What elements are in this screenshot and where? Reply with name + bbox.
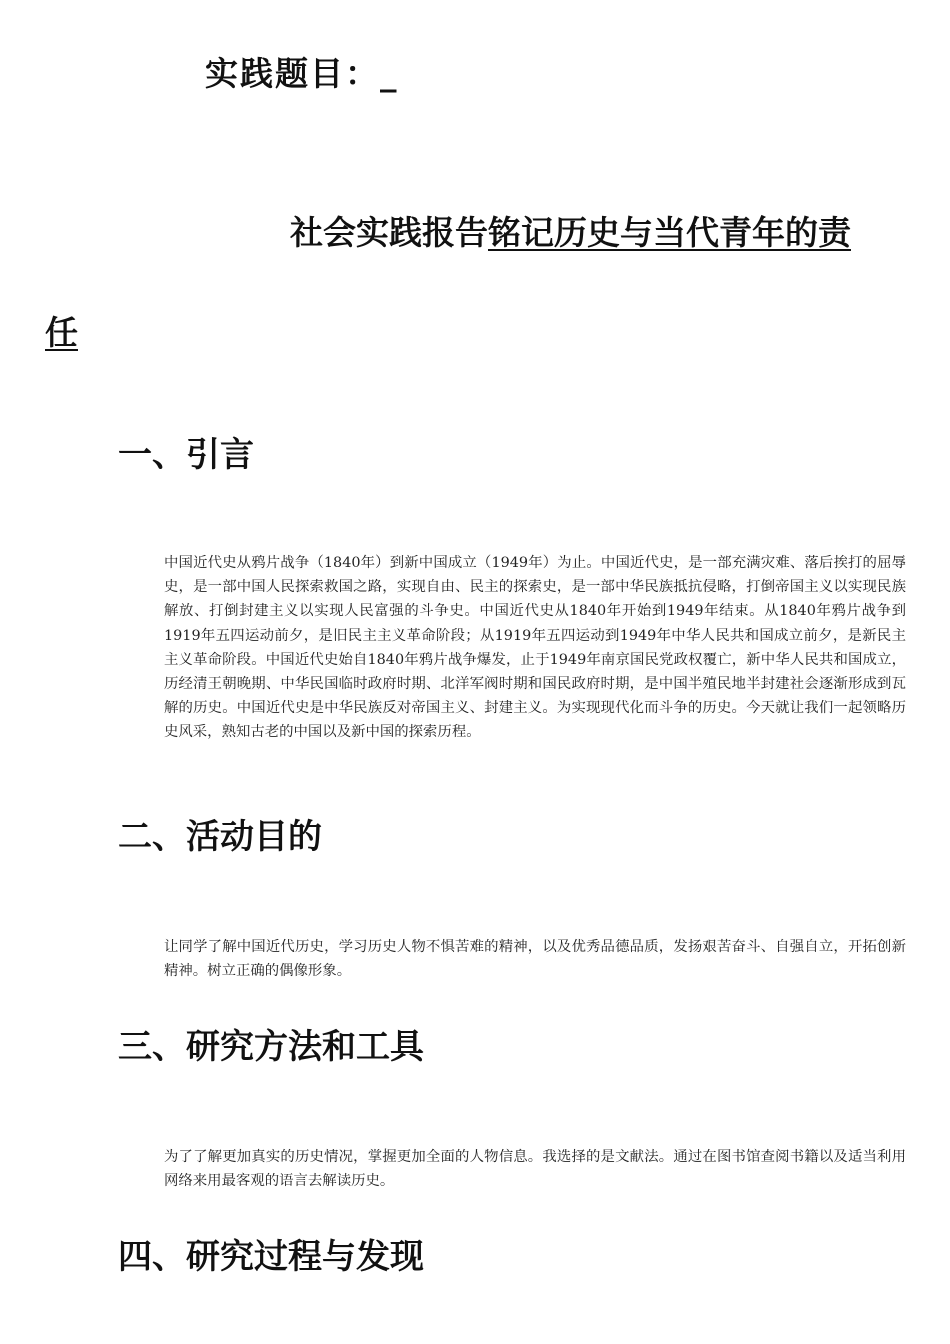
section-heading-methods: 三、研究方法和工具 xyxy=(118,1027,424,1067)
title-prefix: 社会实践报告 xyxy=(290,213,488,252)
section-heading-process: 四、研究过程与发现 xyxy=(118,1237,424,1277)
report-title xyxy=(290,208,851,258)
topic-label: 实践题目：_ xyxy=(205,54,399,93)
title-underlined-part-1: 铭记历史与当代青年的责 xyxy=(488,213,851,252)
section-heading-introduction: 一、引言 xyxy=(118,435,254,475)
report-title-continued xyxy=(45,308,78,358)
section-body-introduction: 中国近代史从鸦片战争（1840年）到新中国成立（1949年）为止。中国近代史，是一部充满灾难、落后挨打的屈辱史，是一部中国人民探索救国之路，实现自由、民主的探索史，是一部中华民族抵抗侵略，打倒帝国主义以实现民族解放、打倒封建主义以实现人民富强的斗争史。中国近代史从1840年开始到1949年结束。从1840年鸦片战争到1919年五四运动前夕，是旧民主主义革命阶段；从1919年五四运动到1949年中华人民共和国成立前夕，是新民主主义革命阶段。中国近代史始自1840年鸦片战争爆发，止于1949年南京国民党政权覆亡，新中华人民共和国成立，历经清王朝晚期、中华民国临时政府时期、北洋军阀时期和国民政府时期，是中国半殖民地半封建社会逐渐形成到瓦解的历史。中国近代史是中华民族反对帝国主义、封建主义。为实现现代化而斗争的历史。今天就让我们一起领略历史风采，熟知古老的中国以及新中国的探索历程。 xyxy=(164,555,906,741)
title-underlined-part-2: 任 xyxy=(45,313,78,352)
section-heading-purpose: 二、活动目的 xyxy=(118,817,322,857)
section-body-methods: 为了了解更加真实的历史情况，掌握更加全面的人物信息。我选择的是文献法。通过在图书馆查阅书籍以及适当利用网络来用最客观的语言去解读历史。 xyxy=(164,1149,906,1190)
section-body-purpose: 让同学了解中国近代历史，学习历史人物不惧苦难的精神，以及优秀品德品质，发扬艰苦奋斗、自强自立，开拓创新精神。树立正确的偶像形象。 xyxy=(164,939,906,980)
